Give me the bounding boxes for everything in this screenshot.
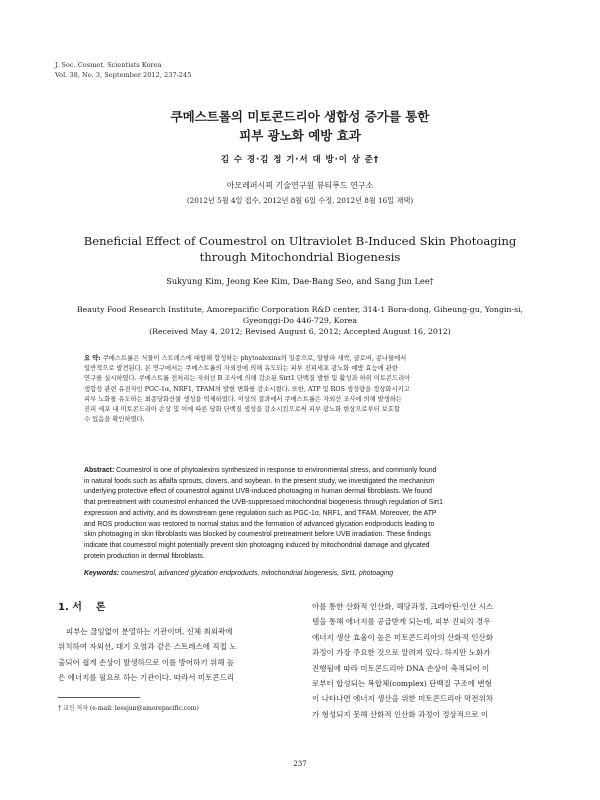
english-title-line1: Beneficial Effect of Coumestrol on Ultraviolet B-Induced Skin Photoaging	[83, 234, 517, 248]
body-line: 피부는 끊임없이 분열하는 기관이며, 신체 최외곽에	[66, 627, 233, 636]
korean-abstract-line: 연구를 실시하였다. 쿠메스트롤 전처리는 자외선 B 조사에 의해 감소된 Sirt1 단백질 발현 및 활성과 하위 미토콘드리아	[84, 375, 411, 383]
english-abstract-line: indicate that coumestrol might potentially prevent skin photoaging induced by mitochondrial damage and glycated	[84, 541, 430, 549]
english-title-line2: through Mitochondrial Biogenesis	[199, 250, 401, 264]
english-affiliation	[52, 304, 548, 338]
body-line: 이 나타나면 에너지 생산을 위한 미토콘드리아 막전위차	[312, 694, 493, 704]
keywords	[84, 570, 518, 577]
korean-abstract-line: 피부 노화를 유도하는 최종당화산물 생성을 억제하였다. 이상의 결과에서 쿠메스트롤은 자외선 조사에 의해 발생하는	[84, 395, 402, 403]
korean-affiliation: 아모레퍼시픽 기술연구원 뷰티푸드 연구소	[226, 181, 374, 190]
section-heading: 1. 서 론	[58, 602, 106, 613]
body-line: 템을 통해 에너지를 공급받게 되는데, 피부 진피의 경우	[312, 617, 491, 627]
journal-name: J. Soc. Cosmet. Scientists Korea	[55, 61, 162, 69]
korean-abstract-line: 진피 세포 내 미토콘드리아 손상 및 이에 따른 당화 단백질 생성을 감소시킴으로써 피부 광노화 현상으로부터 보호할	[84, 406, 400, 414]
body-line: 로부터 합성되는 복합체(complex) 단백질 구조에 변형	[312, 679, 492, 689]
korean-abstract-label: 요 약:	[84, 355, 101, 362]
english-authors: Sukyung Kim, Jeong Kee Kim, Dae-Bang Seo, and Sang Jun Lee†	[166, 276, 434, 286]
english-abstract-line: protein production in dermal fibroblasts.	[84, 552, 205, 560]
korean-title-line1: 쿠메스트롤의 미토콘드리아 생합성 증가를 통한	[170, 109, 430, 124]
footnote-divider	[58, 697, 140, 698]
keywords-label: Keywords:	[84, 570, 120, 577]
body-line: 아를 통한 산화적 인산화, 해당과정, 크레아틴-인산 시스	[312, 602, 493, 611]
body-line: 과정이 가장 주요한 것으로 알려져 있다. 하지만 노화가	[312, 648, 491, 658]
english-abstract-line: Abstract: Coumestrol is one of phytoalexins synthesized in response to environmental stress, and commonly found	[84, 467, 437, 474]
body-line: 가 형성되지 못해 산화적 인산화 과정이 정상적으로 이	[312, 709, 489, 719]
english-abstract-line: underlying protective effect of coumestrol against UVB-induced photoaging in human dermal fibroblasts. We found	[84, 488, 432, 496]
english-abstract-line: and ROS production was restored to normal status and the formation of advanced glycation endproducts leading to	[84, 520, 435, 528]
english-affiliation-line2: Gyeonggi-Do 446-729, Korea	[242, 316, 358, 326]
korean-title-line2: 피부 광노화 예방 효과	[239, 128, 361, 143]
korean-abstract-line: 요 약: 쿠메스트롤은 식물이 스트레스에 대항해 합성하는 phytoalexins의 일종으로, 알팔파 새싹, 클로버, 콩나물에서	[84, 355, 407, 362]
korean-authors: 김 수 경·김 정 기·서 대 방·이 상 준†	[220, 154, 380, 164]
korean-abstract	[84, 354, 518, 425]
english-title	[0, 233, 600, 265]
english-abstract	[84, 466, 518, 562]
body-line: 출되어 쉽게 손상이 발생하므로 이를 방어하기 위해 높	[58, 657, 235, 667]
korean-abstract-line: 일반적으로 발견된다. 본 연구에서는 쿠메스트롤의 자외선에 의해 유도되는 피부 진피세포 광노화 예방 효능에 관한	[84, 365, 398, 373]
page-number: 237	[293, 760, 307, 768]
korean-title	[0, 107, 600, 145]
body-line: 에너지 생산 효율이 높은 미토콘드리아의 산화적 인산화	[312, 632, 493, 642]
english-abstract-label: Abstract:	[84, 467, 115, 474]
english-abstract-line: expression and activity, and its downstream gene regulation such as PGC-1α, NRF1, and TFAM. Moreover, the ATP	[84, 509, 437, 517]
english-abstract-line: that pretreatment with coumestrol enhanced the UVB-suppressed mitochondrial biogenesis through regulation of Sirt1	[84, 499, 443, 507]
english-dates: (Received May 4, 2012; Revised August 6, 2012; Accepted August 16, 2012)	[149, 327, 451, 337]
korean-abstract-line: 생합성 관련 유전자인 PGC-1α, NRF1, TFAM의 발현 변화를 감소시켰다. 또한, ATP 및 ROS 생성량을 정상화시키고	[84, 385, 410, 393]
body-line: 진행됨에 따라 미토콘드리아 DNA 손상이 축적되어 이	[312, 663, 490, 673]
english-abstract-line: in natural foods such as alfalfa sprouts, clovers, and soybean. In the present study, we investigated the mechanism	[84, 477, 435, 485]
korean-abstract-line: 수 있음을 확인하였다.	[84, 416, 145, 424]
journal-header	[55, 60, 191, 80]
body-line: 은 에너지를 필요로 하는 기관이다. 따라서 미토콘드리	[58, 673, 235, 683]
korean-dates: (2012년 5월 4일 접수, 2012년 8월 6일 수정, 2012년 8월 16일 채택)	[186, 196, 414, 205]
body-line: 위치하여 자외선, 대기 오염과 같은 스트레스에 직접 노	[58, 642, 237, 652]
english-affiliation-line1: Beauty Food Research Institute, Amorepacific Corporation R&D center, 314-1 Bora-dong, Giheung-gu, Yongin-si,	[76, 305, 524, 314]
body-right-column	[312, 599, 546, 722]
english-abstract-line: skin photoaging in skin fibroblasts was blocked by coumestrol pretreatment before UVB irradiation. These findings	[84, 531, 431, 539]
keywords-text: coumestrol, advanced glycation endproducts, mitochondrial biogenesis, Sirt1, photoaging	[121, 570, 394, 577]
footnote: † 교신 저자 (e-mail: leesjun@amorepacific.com)	[58, 705, 199, 712]
body-left-column	[58, 624, 294, 686]
journal-issue: Vol. 38, No. 3, September 2012, 237-245	[55, 71, 192, 79]
